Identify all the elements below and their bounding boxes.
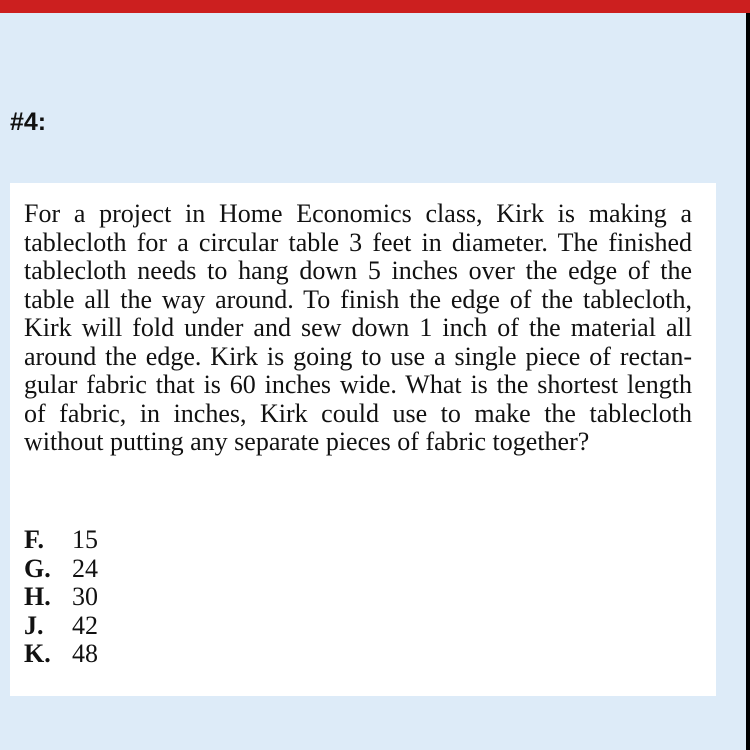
choice-f[interactable] xyxy=(24,526,98,555)
choice-value: 15 xyxy=(72,525,98,554)
top-accent-bar xyxy=(0,0,750,13)
question-number: #4: xyxy=(10,108,47,136)
choice-j[interactable] xyxy=(24,612,98,641)
choice-k[interactable] xyxy=(24,640,98,669)
question-card xyxy=(10,183,716,696)
choice-h[interactable] xyxy=(24,583,98,612)
choice-value: 42 xyxy=(72,610,98,640)
right-edge-border xyxy=(746,13,750,750)
choice-letter: H. xyxy=(24,582,51,611)
choice-letter: F. xyxy=(24,525,44,554)
choice-letter: G. xyxy=(24,553,51,583)
answer-choices xyxy=(24,526,98,669)
choice-value: 48 xyxy=(72,639,98,668)
question-text: For a project in Home Economics class, Kirk is making a tablecloth for a circular table 3 feet in diameter. The finished tablecloth needs to hang down 5 inches over the edge of the table all the way around. To finish the edge of the tablecloth, Kirk will fold under and sew down 1 inch of the material all around the edge. Kirk is going to use a single piece of rectan-gular fabric that is 60 inches wide. What is the shortest length of fabric, in inches, Kirk could use to make the tablecloth without putting any separate pieces of fabric together? xyxy=(24,199,692,456)
choice-g[interactable] xyxy=(24,555,98,584)
choice-value: 24 xyxy=(72,553,98,583)
choice-letter: K. xyxy=(24,639,51,668)
choice-value: 30 xyxy=(72,582,98,611)
choice-letter: J. xyxy=(24,610,44,640)
